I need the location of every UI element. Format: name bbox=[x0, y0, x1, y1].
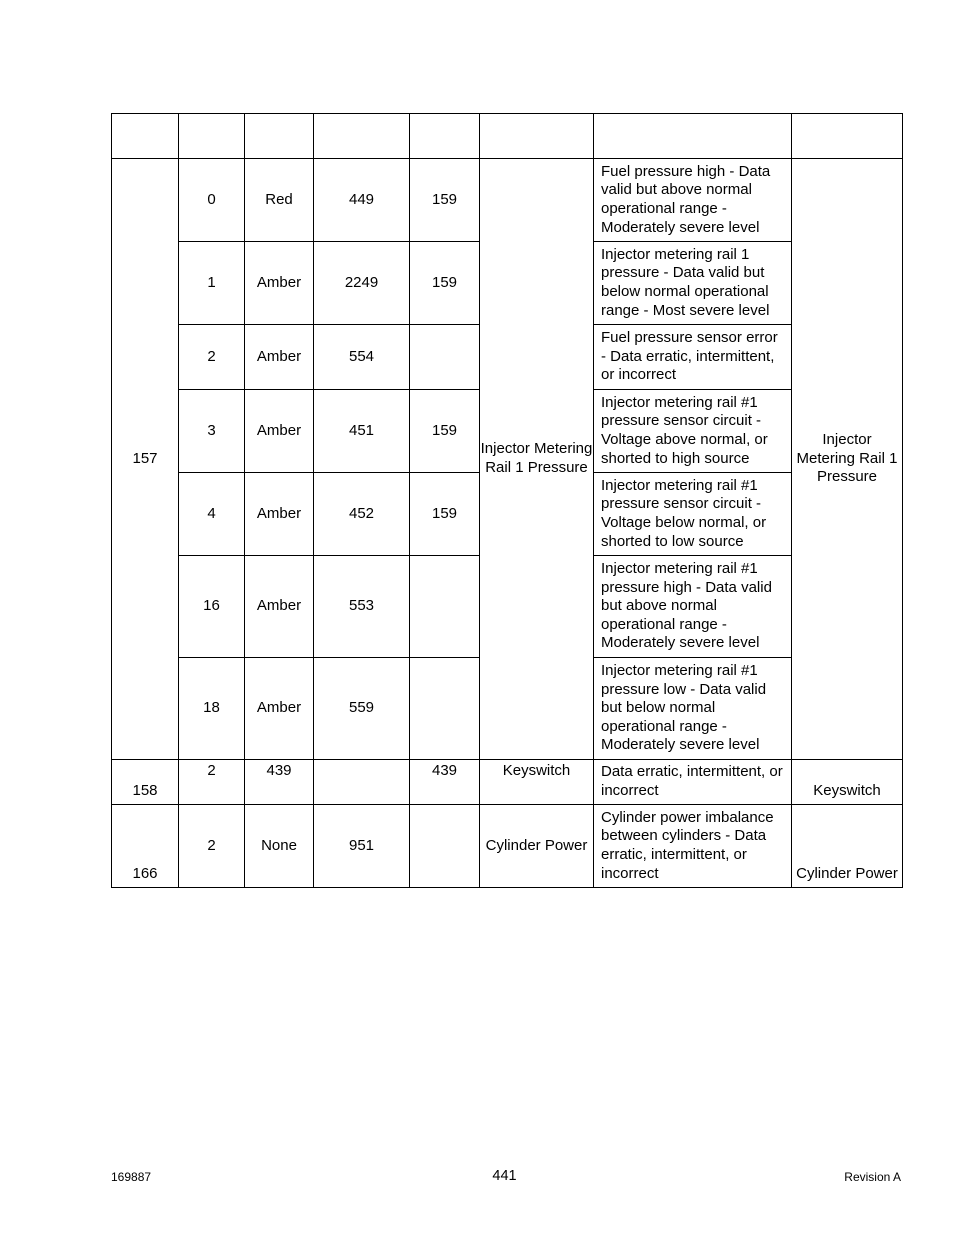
header-cell bbox=[245, 114, 314, 159]
header-cell bbox=[112, 114, 179, 159]
name-cell: Cylinder Power bbox=[792, 805, 903, 888]
header-cell bbox=[179, 114, 245, 159]
header-cell bbox=[594, 114, 792, 159]
fmi-cell: 2 bbox=[179, 760, 245, 805]
fmi-cell: 0 bbox=[179, 159, 245, 242]
lamp-cell: Red bbox=[245, 159, 314, 242]
spn-cell: 158 bbox=[112, 760, 179, 805]
fmi-cell: 2 bbox=[179, 325, 245, 390]
fmi-cell: 3 bbox=[179, 390, 245, 473]
page-number: 441 bbox=[492, 1168, 517, 1184]
pid-cell bbox=[410, 325, 480, 390]
fault-code-table bbox=[111, 113, 903, 888]
fmi-cell: 18 bbox=[179, 658, 245, 760]
description-cell: Injector metering rail 1 pressure - Data valid but below normal operational range - Most severe level bbox=[594, 242, 792, 325]
header-row bbox=[112, 114, 903, 159]
lamp-cell: None bbox=[245, 805, 314, 888]
lamp-cell: Amber bbox=[245, 390, 314, 473]
header-cell bbox=[410, 114, 480, 159]
pid-cell: 439 bbox=[410, 760, 480, 805]
lamp-cell: Amber bbox=[245, 658, 314, 760]
pid-cell: 159 bbox=[410, 473, 480, 556]
description-cell: Injector metering rail #1 pressure low - Data valid but below normal operational range - Moderately severe level bbox=[594, 658, 792, 760]
pid-cell: 159 bbox=[410, 159, 480, 242]
description-cell: Data erratic, intermittent, or incorrect bbox=[594, 760, 792, 805]
revision-label: Revision A bbox=[844, 1170, 901, 1184]
description-cell: Injector metering rail #1 pressure high - Data valid but above normal operational range - Moderately severe level bbox=[594, 556, 792, 658]
name-cell: Injector Metering Rail 1 Pressure bbox=[792, 159, 903, 760]
pid-cell bbox=[410, 658, 480, 760]
fmi-cell: 4 bbox=[179, 473, 245, 556]
code-cell: 449 bbox=[314, 159, 410, 242]
code-cell: 559 bbox=[314, 658, 410, 760]
spn-cell: 157 bbox=[112, 159, 179, 760]
component-cell: Injector Metering Rail 1 Pressure bbox=[480, 159, 594, 760]
lamp-cell: 439 bbox=[245, 760, 314, 805]
table-row bbox=[112, 159, 903, 242]
pid-cell bbox=[410, 805, 480, 888]
pid-cell: 159 bbox=[410, 242, 480, 325]
pid-cell: 159 bbox=[410, 390, 480, 473]
lamp-cell: Amber bbox=[245, 325, 314, 390]
code-cell: 554 bbox=[314, 325, 410, 390]
description-cell: Injector metering rail #1 pressure sensor circuit - Voltage below normal, or shorted to low source bbox=[594, 473, 792, 556]
description-cell: Fuel pressure sensor error - Data erratic, intermittent, or incorrect bbox=[594, 325, 792, 390]
code-cell: 2249 bbox=[314, 242, 410, 325]
description-cell: Fuel pressure high - Data valid but above normal operational range - Moderately severe level bbox=[594, 159, 792, 242]
table-row bbox=[112, 760, 903, 805]
fmi-cell: 2 bbox=[179, 805, 245, 888]
header-cell bbox=[314, 114, 410, 159]
code-cell bbox=[314, 760, 410, 805]
code-cell: 451 bbox=[314, 390, 410, 473]
document-number: 169887 bbox=[111, 1170, 152, 1184]
component-cell: Keyswitch bbox=[480, 760, 594, 805]
description-cell: Injector metering rail #1 pressure sensor circuit - Voltage above normal, or shorted to high source bbox=[594, 390, 792, 473]
fmi-cell: 1 bbox=[179, 242, 245, 325]
code-cell: 951 bbox=[314, 805, 410, 888]
fmi-cell: 16 bbox=[179, 556, 245, 658]
name-cell: Keyswitch bbox=[792, 760, 903, 805]
lamp-cell: Amber bbox=[245, 473, 314, 556]
header-cell bbox=[792, 114, 903, 159]
spn-cell: 166 bbox=[112, 805, 179, 888]
pid-cell bbox=[410, 556, 480, 658]
lamp-cell: Amber bbox=[245, 242, 314, 325]
description-cell: Cylinder power imbalance between cylinders - Data erratic, intermittent, or incorrect bbox=[594, 805, 792, 888]
code-cell: 553 bbox=[314, 556, 410, 658]
lamp-cell: Amber bbox=[245, 556, 314, 658]
header-cell bbox=[480, 114, 594, 159]
table-row bbox=[112, 805, 903, 888]
code-cell: 452 bbox=[314, 473, 410, 556]
component-cell: Cylinder Power bbox=[480, 805, 594, 888]
